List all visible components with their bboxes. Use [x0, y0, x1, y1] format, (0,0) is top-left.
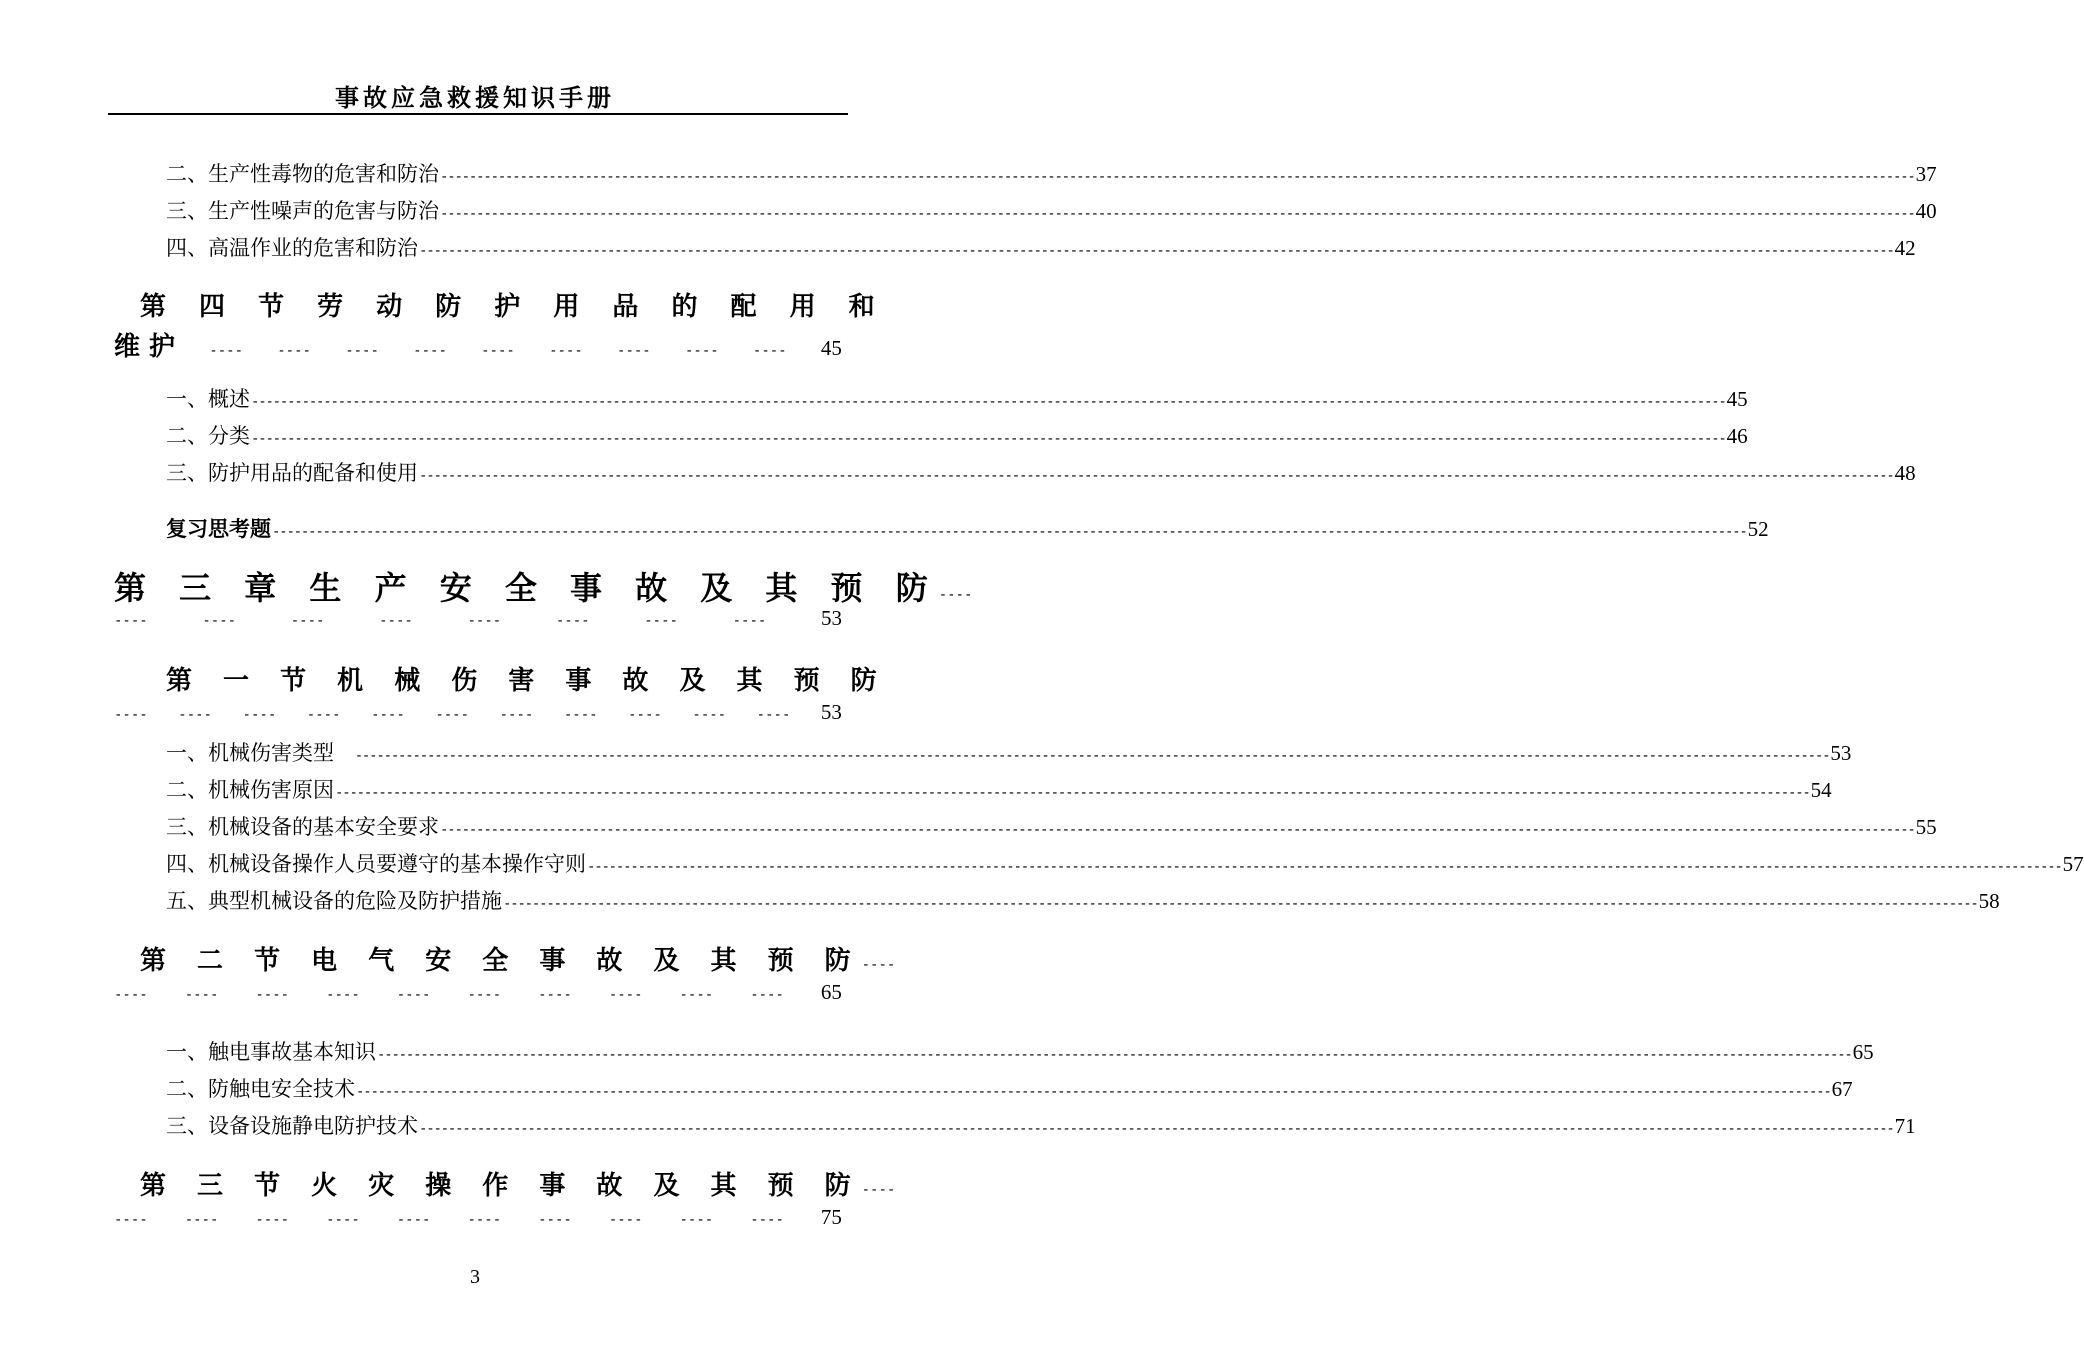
- dash-leader: ----: [861, 1182, 896, 1198]
- section-heading-leader: [114, 980, 842, 1005]
- dash-leader: ----: [435, 707, 470, 723]
- dash-leader: ----: [467, 613, 502, 629]
- section-heading-continuation: 维 护: [114, 332, 176, 362]
- section-heading-line1[interactable]: 第 四 节 劳 动 防 护 用 品 的 配 用 和: [140, 292, 887, 322]
- toc-entry-label: 五、典型机械设备的危险及防护措施: [166, 889, 502, 913]
- toc-entry-label: 二、生产性毒物的危害和防治: [166, 162, 439, 186]
- chapter-heading-leader: [114, 606, 842, 631]
- toc-entry-label: 四、高温作业的危害和防治: [166, 236, 418, 260]
- dot-leader: [272, 524, 1747, 540]
- dash-leader: ----: [379, 613, 413, 629]
- dash-leader: ----: [750, 1212, 784, 1228]
- section-heading-line2[interactable]: [114, 326, 842, 363]
- toc-entry-page: 45: [1726, 387, 1748, 411]
- dash-leader: ----: [277, 343, 311, 359]
- dash-leader: ----: [396, 1212, 431, 1228]
- dash-leader: ----: [555, 613, 590, 629]
- dash-leader: ----: [608, 987, 643, 1003]
- dash-leader: ----: [628, 707, 662, 723]
- section-page: 45: [820, 336, 842, 360]
- page-number: 3: [470, 1266, 480, 1288]
- dash-leader: ----: [178, 707, 212, 723]
- section-title: 第 二 节 电 气 安 全 事 故 及 其 预 防: [140, 946, 862, 976]
- dash-leader: ----: [255, 1212, 290, 1228]
- dot-leader: [377, 1047, 1852, 1063]
- toc-entry-label: 二、分类: [166, 424, 250, 448]
- toc-entry-label: 三、设备设施静电防护技术: [166, 1114, 418, 1138]
- section-heading-leader: [114, 1205, 842, 1230]
- dash-leader: ----: [467, 1212, 502, 1228]
- dash-leader: ----: [290, 613, 325, 629]
- dash-leader: ----: [467, 987, 502, 1003]
- toc-entry-page: 65: [1852, 1040, 1874, 1064]
- dash-leader: ----: [617, 343, 651, 359]
- dot-leader: [419, 243, 1894, 259]
- section-page: 75: [820, 1205, 842, 1229]
- toc-entry-page: 52: [1747, 517, 1769, 541]
- toc-entry[interactable]: [166, 1110, 1916, 1140]
- toc-entry-label: 复习思考题: [166, 517, 271, 541]
- toc-entry-page: 46: [1726, 424, 1748, 448]
- dash-leader: ----: [242, 707, 277, 723]
- toc-entry[interactable]: [166, 420, 1748, 450]
- toc-entry-label: 三、生产性噪声的危害与防治: [166, 199, 439, 223]
- toc-entry-page: 37: [1915, 162, 1937, 186]
- dash-leader: ----: [345, 343, 379, 359]
- toc-entry-label: 二、机械伤害原因: [166, 778, 334, 802]
- dash-leader: ----: [608, 1212, 643, 1228]
- dash-leader: ----: [209, 343, 244, 359]
- toc-entry[interactable]: [166, 885, 2000, 915]
- toc-entry[interactable]: [166, 848, 2084, 878]
- toc-entry[interactable]: [166, 1073, 1853, 1103]
- dash-leader: ----: [684, 343, 719, 359]
- dash-leader: ----: [202, 613, 237, 629]
- toc-entry-page: 67: [1831, 1077, 1853, 1101]
- dash-leader: ----: [114, 613, 148, 629]
- toc-entry[interactable]: [166, 232, 1916, 262]
- dash-leader: ----: [326, 1212, 360, 1228]
- dash-leader: ----: [538, 987, 572, 1003]
- dash-leader: ----: [413, 343, 447, 359]
- dash-leader: ----: [326, 987, 360, 1003]
- dot-leader: [440, 206, 1915, 222]
- dash-leader: ----: [499, 707, 534, 723]
- toc-entry-label: 三、机械设备的基本安全要求: [166, 815, 439, 839]
- toc-entry[interactable]: [166, 1036, 1874, 1066]
- toc-entry-label: 一、触电事故基本知识: [166, 1040, 376, 1064]
- dash-leader: ----: [938, 587, 973, 603]
- section-page: 53: [820, 700, 842, 724]
- dot-leader: [440, 822, 1915, 838]
- dash-leader: ----: [752, 343, 787, 359]
- dot-leader: [419, 1121, 1894, 1137]
- dot-leader: [587, 859, 2062, 875]
- dash-leader: ----: [481, 343, 515, 359]
- toc-entry-label: 一、概述: [166, 387, 250, 411]
- section-heading-leader: [114, 700, 842, 725]
- dash-leader: ----: [114, 987, 148, 1003]
- dash-leader: ----: [563, 707, 598, 723]
- toc-entry-page: 58: [1978, 889, 2000, 913]
- dot-leader: [251, 394, 1726, 410]
- dash-leader: ----: [255, 987, 290, 1003]
- toc-entry[interactable]: [166, 737, 1852, 767]
- toc-entry-review[interactable]: [166, 513, 1769, 543]
- section-heading[interactable]: 第 一 节 机 械 伤 害 事 故 及 其 预 防: [166, 666, 888, 696]
- dash-leader: ----: [732, 613, 767, 629]
- dash-leader: ----: [750, 987, 784, 1003]
- dot-leader: [419, 468, 1894, 484]
- running-header-title: 事故应急救援知识手册: [335, 83, 615, 112]
- toc-entry-page: 42: [1894, 236, 1916, 260]
- dot-leader: [356, 1084, 1831, 1100]
- dot-leader: [503, 896, 1978, 912]
- dot-leader: [355, 748, 1830, 764]
- toc-entry-label: 二、防触电安全技术: [166, 1077, 355, 1101]
- toc-entry[interactable]: [166, 457, 1916, 487]
- toc-entry-page: 57: [2062, 852, 2084, 876]
- dot-leader: [440, 169, 1915, 185]
- header-rule: [108, 113, 848, 115]
- toc-entry-label: 四、机械设备操作人员要遵守的基本操作守则: [166, 852, 586, 876]
- toc-entry-page: 48: [1894, 461, 1916, 485]
- toc-entry-page: 71: [1894, 1114, 1916, 1138]
- toc-entry[interactable]: [166, 195, 1937, 225]
- toc-entry[interactable]: [166, 383, 1748, 413]
- toc-entry-page: 54: [1810, 778, 1832, 802]
- toc-entry-page: 53: [1830, 741, 1852, 765]
- toc-entry[interactable]: [166, 158, 1937, 188]
- chapter-heading[interactable]: [114, 563, 973, 609]
- toc-entry-label: 三、防护用品的配备和使用: [166, 461, 418, 485]
- dash-leader: ----: [538, 1212, 572, 1228]
- section-page: 65: [820, 980, 842, 1004]
- section-title: 第 三 节 火 灾 操 作 事 故 及 其 预 防: [140, 1171, 862, 1201]
- dash-leader: ----: [861, 957, 896, 973]
- section-heading[interactable]: [140, 940, 896, 977]
- dash-leader: ----: [692, 707, 727, 723]
- dash-leader: ----: [114, 707, 148, 723]
- dash-leader: ----: [549, 343, 583, 359]
- chapter-title: 第 三 章 生 产 安 全 事 故 及 其 预 防: [114, 569, 939, 607]
- toc-entry[interactable]: [166, 811, 1937, 841]
- toc-entry-page: 55: [1915, 815, 1937, 839]
- dash-leader: ----: [756, 707, 791, 723]
- dash-leader: ----: [396, 987, 431, 1003]
- dash-leader: ----: [184, 1212, 219, 1228]
- dash-leader: ----: [114, 1212, 148, 1228]
- dot-leader: [335, 785, 1810, 801]
- section-heading[interactable]: [140, 1165, 896, 1202]
- dash-leader: ----: [679, 1212, 714, 1228]
- dash-leader: ----: [184, 987, 219, 1003]
- toc-entry[interactable]: [166, 774, 1832, 804]
- dash-leader: ----: [306, 707, 341, 723]
- dot-leader: [251, 431, 1726, 447]
- dash-leader: ----: [371, 707, 405, 723]
- toc-entry-label: 一、机械伤害类型: [166, 741, 341, 765]
- dash-leader: ----: [679, 987, 714, 1003]
- dash-leader: ----: [644, 613, 678, 629]
- toc-entry-page: 40: [1915, 199, 1937, 223]
- chapter-page: 53: [821, 606, 842, 630]
